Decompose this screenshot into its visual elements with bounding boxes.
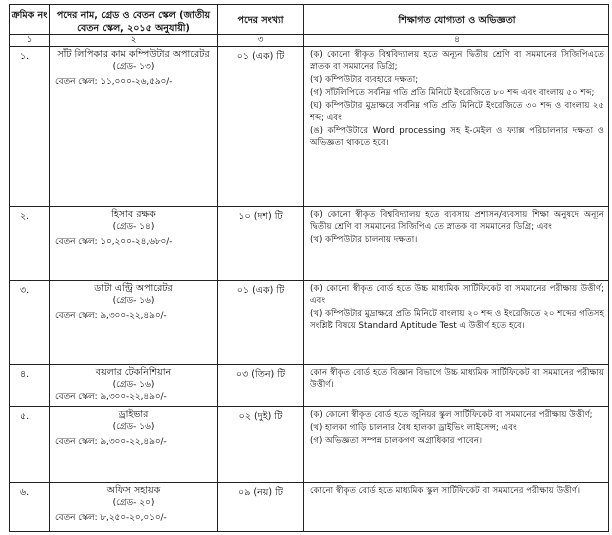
post-title: অফিস সহায়ক [106, 485, 161, 496]
recruitment-table [9, 4, 609, 532]
row-serial: ৫. [10, 407, 50, 482]
post-title: বয়লার টেকনিশিয়ান [95, 367, 172, 378]
qualification-item: (খ) কম্পিউটার চালনায় দক্ষতা। [310, 235, 418, 245]
table-row [10, 47, 608, 207]
qualification-list [304, 483, 609, 532]
qualification-item: (গ) সাঁটলিপিতে সর্বনিম্ন গতি প্রতি মিনিটে ইংরেজিতে ৮০ শব্দ এবং বাংলায় ৫০ শব্দ; [310, 88, 595, 98]
table-row [10, 207, 608, 281]
pay-scale: বেতন স্কেল: ৯,৩০০-২২,৪৯০/- [55, 392, 167, 402]
post-title: ডাটা এন্ট্রি অপারেটর [94, 283, 173, 294]
column-number: ১ [10, 35, 50, 46]
header-post: পদের নাম, গ্রেড ও বেতন স্কেল (জাতীয় বেতন স্কেল, ২০১৫ অনুযায়ী) [50, 5, 218, 34]
qualification-item: (খ) কম্পিউটার মুদ্রাক্ষরে প্রতি মিনিটে বাংলায় ২০ শব্দ ও ইংরেজিতে ২০ শব্দের গতিসহ সংশ্লিষ্ট বিষয়ে Standard Aptitude Test এ উত্তীর্ণ হতে হবে। [310, 309, 604, 331]
post-count: ০৩ (তিন) টি [218, 365, 304, 406]
row-serial: ৪. [10, 365, 50, 406]
post-grade: (গ্রেড- ১৬) [112, 422, 155, 432]
pay-scale: বেতন স্কেল: ১০,২০০-২৪,৬৮০/- [55, 237, 173, 247]
qualification-item: (ঙ) কম্পিউটারে Word processing সহ ই-মেইল ও ফ্যাক্স পরিচালনার দক্ষতা ও অভিজ্ঞতা থাকতে হবে। [310, 126, 604, 148]
post-grade: (গ্রেড- ১৩) [112, 62, 155, 72]
column-number: ৪ [454, 35, 460, 45]
post-count: ০১ (এক) টি [218, 47, 304, 206]
pay-scale: বেতন স্কেল: ১১,০০০-২৬,৫৯০/- [55, 77, 173, 87]
post-grade: (গ্রেড- ১৬) [112, 380, 155, 390]
pay-scale: বেতন স্কেল: ৯,৩০০-২২,৪৯০/- [55, 311, 167, 321]
qualification-list [304, 47, 609, 206]
post-title: ড্রাইভার [118, 409, 149, 420]
post-info [50, 407, 218, 482]
qualification-list [304, 207, 609, 280]
table-row [10, 281, 608, 365]
row-serial: ২. [10, 207, 50, 280]
pay-scale: বেতন স্কেল: ৮,২৫০-২০,০১০/- [55, 513, 167, 523]
post-count: ১০ (দশ) টি [218, 207, 304, 280]
qualification-item: (খ) কম্পিউটার ব্যবহারে দক্ষতা; [310, 75, 419, 85]
table-row [10, 407, 608, 483]
post-grade: (গ্রেড- ২০) [112, 498, 155, 508]
table-header-row [10, 5, 608, 35]
qualification-item: (ঘ) কম্পিউটার মুদ্রাক্ষরে সর্বনিম্ন গতি প্রতি মিনিটে ইংরেজিতে ৩০ শব্দ ও বাংলায় ২৫ শব্দ; এবং [310, 101, 604, 123]
header-count: পদের সংখ্যা [218, 5, 304, 34]
qualification-item: (ক) কোনো স্বীকৃত বোর্ড হতে জুনিয়র স্কুল সার্টিফিকেট বা সমমানের পরীক্ষায় উত্তীর্ণ; [310, 410, 593, 420]
post-title: হিসাব রক্ষক [111, 209, 156, 220]
post-count: ০১ (এক) টি [218, 281, 304, 364]
column-number: ৩ [218, 35, 304, 46]
post-info [50, 483, 218, 532]
qualification-item: কোনো স্বীকৃত বোর্ড হতে মাধ্যমিক স্কুল সার্টিফিকেট বা সমমানের পরীক্ষায় উত্তীর্ণ। [310, 486, 581, 496]
post-count: ০২ (দুই) টি [218, 407, 304, 482]
qualification-item: (ক) কোনো স্বীকৃত বিশ্ববিদ্যালয় হতে অন্যূন দ্বিতীয় শ্রেণি বা সমমানের সিজিপিএতে স্নাতক বা সমমানের ডিগ্রি; [310, 50, 604, 72]
row-serial: ১. [10, 47, 50, 206]
row-serial: ৬. [10, 483, 50, 532]
qualification-item: (খ) হালকা গাড়ি চালনার বৈধ হালকা ড্রাইভিং লাইসেন্স; এবং [310, 423, 517, 433]
qualification-item: কোন স্বীকৃত বোর্ড হতে বিজ্ঞান বিভাগে উচ্চ মাধ্যমিক সার্টিফিকেট বা সমমানের পরীক্ষায় উত্তীর্ণ। [310, 368, 604, 390]
post-title: সাঁট লিপিকার কাম কম্পিউটার অপারেটর [57, 49, 210, 60]
post-info [50, 207, 218, 280]
post-grade: (গ্রেড- ১৪) [112, 222, 155, 232]
column-number-row [10, 35, 608, 47]
column-number: ২ [50, 35, 218, 46]
qualification-item: (ক) কোনো স্বীকৃত বিশ্ববিদ্যালয় হতে ব্যবসায় প্রশাসন/ব্যবসায় শিক্ষা অনুষদে অন্যূন দ্বিতীয় শ্রেণি বা সমমানের সিজিপিএ তে স্নাতক বা সমমানের ডিগ্রি; এবং [310, 210, 604, 232]
table-row [10, 365, 608, 407]
post-grade: (গ্রেড- ১৬) [112, 296, 155, 306]
post-info [50, 365, 218, 406]
table-row [10, 483, 608, 532]
pay-scale: বেতন স্কেল: ৯,৩০০-২২,৪৯০/- [55, 437, 167, 447]
header-serial: ক্রমিক নং [10, 5, 50, 34]
header-qualification: শিক্ষাগত যোগ্যতা ও অভিজ্ঞতা [398, 15, 516, 26]
qualification-list [304, 281, 609, 364]
qualification-item: (ক) কোনো স্বীকৃত বোর্ড হতে উচ্চ মাধ্যমিক সার্টিফিকেট বা সমমানের পরীক্ষায় উত্তীর্ণ; এবং [310, 284, 604, 306]
post-count: ০৯ (নয়) টি [218, 483, 304, 532]
qualification-list [304, 365, 609, 406]
qualification-item: (গ) অভিজ্ঞতা সম্পন্ন চালকগণ অগ্রাধিকার পাবেন। [310, 436, 483, 446]
row-serial: ৩. [10, 281, 50, 364]
post-info [50, 281, 218, 364]
qualification-list [304, 407, 609, 482]
post-info [50, 47, 218, 206]
